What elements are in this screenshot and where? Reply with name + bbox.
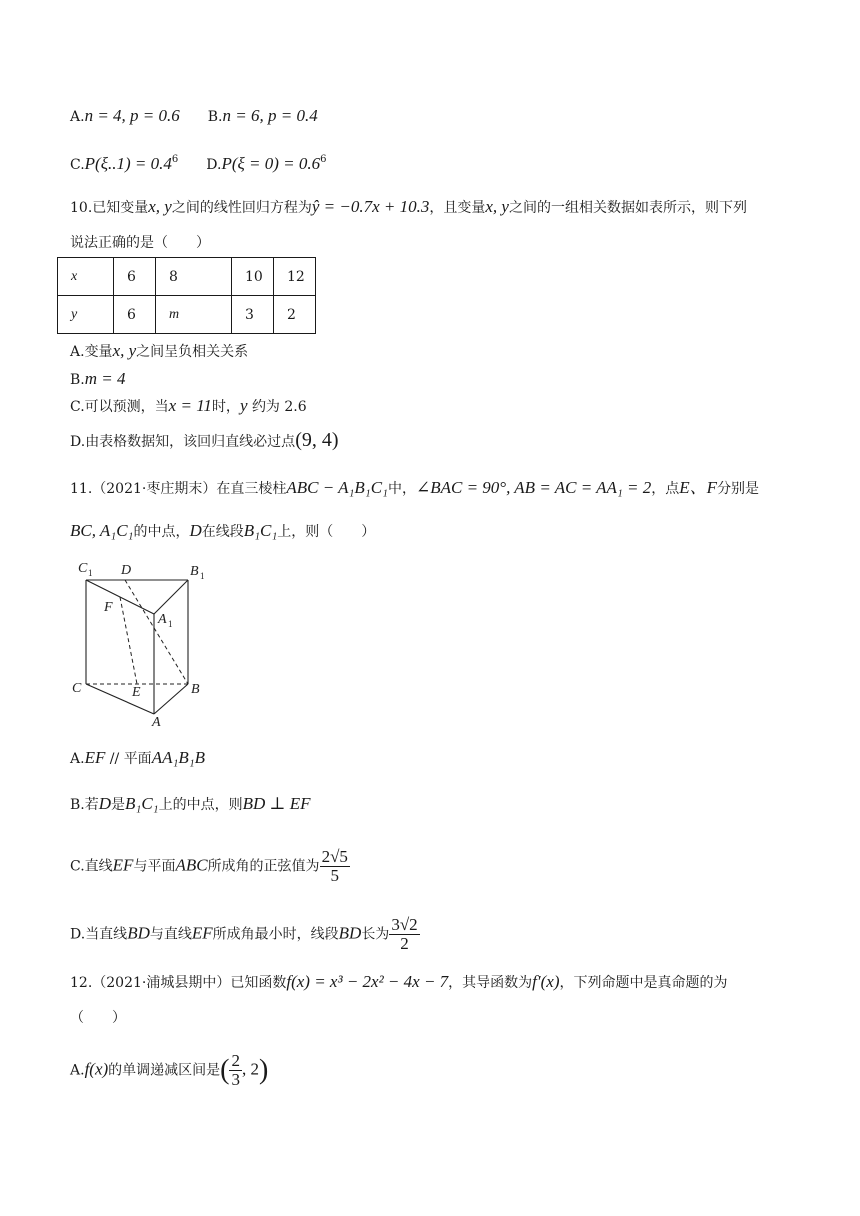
option-math: x, y bbox=[112, 341, 137, 360]
table-cell: 8 bbox=[156, 258, 232, 296]
q10-stem-text: 已知变量 bbox=[92, 200, 149, 216]
option-text: 所成角最小时，线段 bbox=[212, 926, 339, 943]
q9-option-d-text: P(ξ = 0) = 0.6 bbox=[221, 154, 321, 173]
option-text: 变量 bbox=[84, 344, 113, 360]
option-math: ABC bbox=[175, 855, 208, 875]
option-text: 上的中点，则 bbox=[158, 797, 243, 813]
table-cell: y bbox=[58, 296, 114, 334]
q11-stem-text-3: ，点 bbox=[651, 481, 680, 497]
option-label: C. bbox=[70, 858, 85, 875]
q10-number: 10. bbox=[70, 200, 93, 216]
table-row bbox=[58, 296, 316, 334]
close-paren: ) bbox=[258, 1054, 269, 1086]
q11-condition: ∠BAC = 90°, AB = AC = AA₁ = 2 bbox=[415, 478, 652, 497]
q10-option-a bbox=[70, 341, 248, 362]
option-label: A. bbox=[70, 1062, 85, 1079]
q12-option-a bbox=[70, 1052, 268, 1089]
label-c: C bbox=[72, 681, 82, 696]
option-text: 可以预测，当 bbox=[84, 399, 169, 415]
option-math: B₁C₁ bbox=[125, 794, 159, 813]
label-a1-sub: 1 bbox=[168, 619, 173, 629]
label-f: F bbox=[104, 600, 113, 615]
label-a1: A bbox=[158, 612, 167, 627]
q11-option-c bbox=[70, 848, 350, 885]
q11-prism: ABC − A₁B₁C₁ bbox=[286, 478, 388, 497]
label-e: E bbox=[132, 685, 141, 700]
option-text: 之间呈负相关关系 bbox=[136, 344, 249, 360]
label-c1: C bbox=[78, 561, 88, 576]
q9-option-c-text: P(ξ..1) = 0.4 bbox=[84, 154, 172, 173]
q10-option-b bbox=[70, 369, 126, 390]
q11-stem-text-4: 分别是 bbox=[717, 481, 760, 497]
option-fraction bbox=[229, 1052, 242, 1089]
q11-number: 11. bbox=[70, 481, 93, 497]
parallel-symbol: // bbox=[109, 751, 120, 767]
option-math: (9, 4) bbox=[295, 429, 339, 451]
q11-points: E、F bbox=[679, 478, 718, 497]
q10-stem-text-4: 之间的一组相关数据如表所示，则下列 bbox=[508, 200, 747, 216]
option-math: y bbox=[239, 396, 248, 415]
fraction-denominator: 5 bbox=[330, 866, 339, 885]
q9-option-b-label: B. bbox=[207, 109, 223, 125]
q10-stem-text-2: 之间的线性回归方程为 bbox=[171, 200, 312, 216]
option-math: BD bbox=[127, 923, 150, 943]
q11-segments: BC, A₁C₁ bbox=[70, 521, 134, 540]
option-text: 直线 bbox=[84, 858, 113, 875]
table-cell: m bbox=[156, 296, 232, 334]
q10-vars-2: x, y bbox=[485, 197, 509, 216]
q10-option-c bbox=[70, 396, 307, 417]
option-text: 由表格数据知，该回归直线必过点 bbox=[85, 434, 296, 450]
fraction-denominator: 3 bbox=[231, 1070, 240, 1089]
table-row bbox=[58, 258, 316, 296]
q9-option-b-text: n = 6, p = 0.4 bbox=[222, 106, 318, 125]
option-label: B. bbox=[70, 372, 85, 388]
fraction-denominator: 2 bbox=[400, 934, 409, 953]
q9-option-a-label: A. bbox=[70, 109, 85, 125]
q10-vars: x, y bbox=[148, 197, 172, 216]
option-label: B. bbox=[70, 797, 85, 813]
q11-segment: B₁C₁ bbox=[243, 521, 278, 540]
option-label: C. bbox=[70, 399, 85, 415]
table-cell: x bbox=[58, 258, 114, 296]
option-math: EF bbox=[84, 748, 106, 767]
q11-option-a bbox=[70, 748, 205, 769]
fraction-numerator: 3√2 bbox=[391, 915, 418, 934]
q11-point-d: D bbox=[189, 521, 202, 540]
option-text: 是 bbox=[111, 797, 126, 813]
q11-prism-figure bbox=[66, 556, 216, 728]
q10-option-d bbox=[70, 430, 339, 452]
option-label: D. bbox=[70, 926, 86, 943]
table-cell: 12 bbox=[274, 258, 316, 296]
q10-regression-equation: ŷ = −0.7x + 10.3 bbox=[311, 197, 430, 216]
q9-option-c-label: C. bbox=[70, 157, 85, 173]
q10-stem-text-3: ，且变量 bbox=[429, 200, 486, 216]
q11-stem-text-2: 中， bbox=[387, 481, 416, 497]
q12-stem-line1 bbox=[70, 972, 727, 993]
q11-stem-line1 bbox=[70, 478, 759, 499]
q12-stem-text-3: ，下列命题中是真命题的为 bbox=[559, 975, 728, 991]
q12-source: （2021·浦城县期中） bbox=[92, 975, 231, 991]
option-math: BD ⊥ EF bbox=[242, 794, 311, 813]
option-label: A. bbox=[70, 751, 85, 767]
q12-number: 12. bbox=[70, 975, 93, 991]
q9-options-ab bbox=[70, 106, 318, 127]
option-text: 的单调递减区间是 bbox=[108, 1062, 221, 1079]
fraction-numerator: 2 bbox=[231, 1051, 240, 1070]
q9-options-cd bbox=[70, 150, 327, 175]
option-text: 当直线 bbox=[85, 926, 128, 943]
option-text: 平面 bbox=[123, 751, 152, 767]
label-c1-sub: 1 bbox=[88, 568, 93, 578]
option-math: BD bbox=[338, 923, 362, 943]
q11-source: （2021·枣庄期末） bbox=[92, 481, 217, 497]
option-math: AA₁B₁B bbox=[151, 748, 206, 767]
fraction-numerator: 2√5 bbox=[321, 847, 348, 866]
option-math: x = 11 bbox=[168, 396, 212, 415]
q11-stem-text: 在线段 bbox=[201, 524, 244, 540]
q11-option-d bbox=[70, 916, 420, 953]
q11-stem-line2 bbox=[70, 521, 375, 542]
option-text: 若 bbox=[84, 797, 99, 813]
table-cell: 3 bbox=[232, 296, 274, 334]
table-cell: 6 bbox=[114, 258, 156, 296]
option-math: D bbox=[98, 794, 112, 813]
q11-option-b bbox=[70, 794, 311, 815]
q10-stem-line2: 说法正确的是（ ） bbox=[70, 235, 210, 251]
label-d: D bbox=[121, 563, 132, 578]
q12-stem-text: 已知函数 bbox=[230, 975, 287, 991]
q11-stem-text: 在直三棱柱 bbox=[216, 481, 287, 497]
q9-option-d-label: D. bbox=[206, 157, 222, 173]
q10-stem-line1 bbox=[70, 197, 747, 218]
q9-option-c-exponent: 6 bbox=[171, 154, 179, 165]
q11-stem-text: 上，则（ ） bbox=[277, 524, 376, 540]
option-text: 时， bbox=[211, 399, 240, 415]
q9-option-a-text: n = 4, p = 0.6 bbox=[84, 106, 180, 125]
label-a: A bbox=[152, 715, 161, 728]
option-text: 所成角的正弦值为 bbox=[207, 858, 320, 875]
q11-stem-text: 的中点， bbox=[133, 524, 190, 540]
option-text: 约为 2.6 bbox=[251, 399, 307, 415]
option-text: 与直线 bbox=[149, 926, 192, 943]
option-math: f(x) bbox=[84, 1059, 109, 1079]
option-math: , 2 bbox=[241, 1059, 259, 1079]
q12-stem-line2: （ ） bbox=[70, 1010, 126, 1026]
option-math: m = 4 bbox=[84, 369, 126, 388]
option-label: D. bbox=[70, 434, 86, 450]
option-math: EF bbox=[112, 855, 134, 875]
q10-data-table bbox=[57, 257, 316, 334]
q9-option-d-exponent: 6 bbox=[320, 154, 327, 165]
option-label: A. bbox=[70, 344, 85, 360]
option-fraction bbox=[389, 916, 419, 953]
option-text: 长为 bbox=[361, 926, 390, 943]
table-cell: 2 bbox=[274, 296, 316, 334]
option-text: 与平面 bbox=[133, 858, 176, 875]
option-fraction bbox=[320, 848, 350, 885]
open-paren: ( bbox=[220, 1054, 230, 1086]
label-b1: B bbox=[190, 564, 199, 579]
table-cell: 6 bbox=[114, 296, 156, 334]
q12-stem-text-2: ，其导函数为 bbox=[448, 975, 533, 991]
option-math: EF bbox=[191, 923, 213, 943]
q12-derivative: f′(x) bbox=[532, 972, 560, 991]
q12-function: f(x) = x³ − 2x² − 4x − 7 bbox=[286, 972, 449, 991]
label-b1-sub: 1 bbox=[200, 571, 205, 581]
table-cell: 10 bbox=[232, 258, 274, 296]
label-b: B bbox=[191, 682, 200, 697]
